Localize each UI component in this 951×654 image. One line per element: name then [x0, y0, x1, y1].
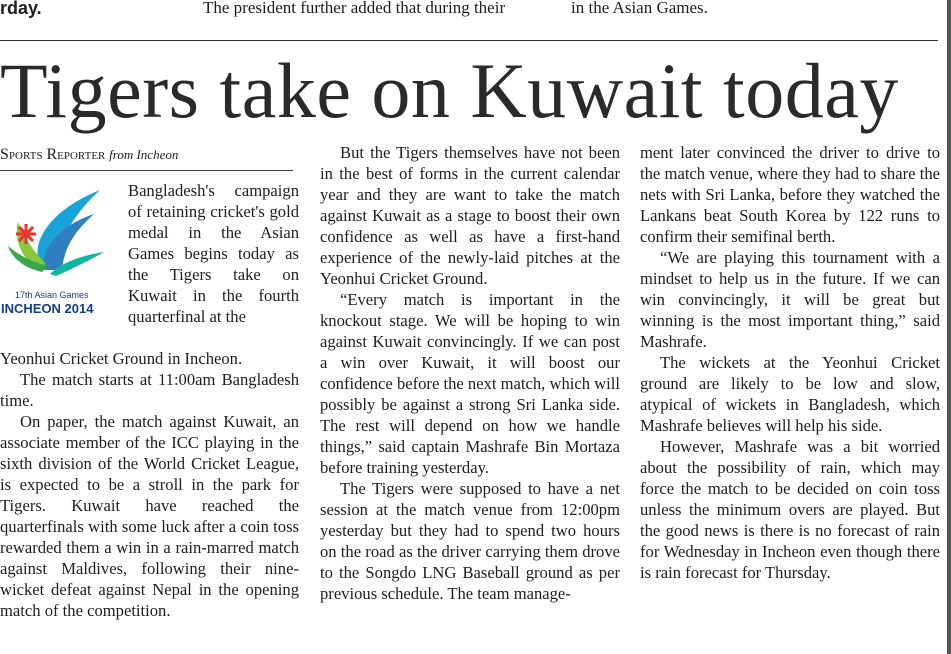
page-edge [947, 0, 951, 654]
paragraph-3: On paper, the match against Kuwait, an associate member of the ICC playing in the sixth division of the World Cricket League, is expected to be a stroll in the park for Tigers. Kuwait have reached the quarterfinals with some luck after a coin toss rewarded them a win in a rain-marred match against Maldives, following their nine-wicket defeat against Nepal in the opening match of the competition. [0, 412, 299, 620]
column-1 [0, 348, 299, 621]
paragraph-6: The Tigers were supposed to have a net session at the match venue from 12:00pm yesterday but they had to spend two hours on the road as the driver carrying them drove to the Songdo LNG Baseball ground as per previous schedule. The team manage- [320, 479, 620, 603]
byline-author: Sports Reporter [0, 146, 106, 163]
paragraph-4: But the Tigers themselves have not been in the best of forms in the current calendar year and they are want to take the match against Kuwait as a stage to boost their own confidence as well as have a first-hand experience of the newly-laid pitches at the Yeonhui Cricket Ground. [320, 143, 620, 288]
previous-story-fragment: rday. [0, 0, 42, 18]
column-1-wrap [128, 180, 299, 327]
paragraph-7: “We are playing this tournament with a mindset to help us in the future. If we can win convincingly, it will be great but winning is the most important thing,” said Mashrafe. [640, 248, 940, 351]
paragraph-6-continued: ment later convinced the driver to drive to the match venue, where they had to share the nets with Sri Lanka, before they watched the Lankans beat South Korea by 122 runs to confirm their semifinal berth. [640, 143, 940, 246]
column-2 [320, 142, 620, 604]
byline-divider [0, 170, 293, 171]
byline [0, 146, 178, 164]
paragraph-2: The match starts at 11:00am Bangladesh time. [0, 370, 299, 410]
logo-caption-event: 17th Asian Games [15, 290, 89, 300]
asian-games-emblem-icon [0, 182, 120, 290]
paragraph-1: Bangladesh's campaign of retaining cricket's gold medal in the Asian Games begins today as the Tigers take on Kuwait in the fourth quarterfinal at the [128, 181, 299, 326]
column-3 [640, 142, 940, 583]
adjacent-story-fragment-end: in the Asian Games. [571, 0, 708, 17]
paragraph-8: The wickets at the Yeonhui Cricket ground are likely to be low and slow, atypical of wickets in Bangladesh, which Mashrafe believes will help his side. [640, 353, 940, 435]
asian-games-logo [0, 182, 120, 322]
byline-location: from Incheon [109, 147, 179, 162]
headline: Tigers take on Kuwait today [0, 47, 899, 134]
adjacent-story-fragment: The president further added that during their [203, 0, 506, 17]
paragraph-1-continued: Yeonhui Cricket Ground in Incheon. [0, 349, 243, 368]
logo-caption-title: INCHEON 2014 [1, 301, 94, 316]
section-divider [0, 40, 938, 41]
paragraph-5: “Every match is important in the knockout stage. We will be hoping to win against Kuwait convincingly. If we can post a win over Kuwait, it will boost our confidence before the next match, which will possibly be against a strong Sri Lanka side. The rest will depend on how we handle things,” said captain Mashrafe Bin Mortaza before training yesterday. [320, 290, 620, 477]
paragraph-9: However, Mashrafe was a bit worried about the possibility of rain, which may force the match to be decided on coin toss unless the minimum overs are played. But the good news is there is no forecast of rain for Wednesday in Incheon even though there is rain forecast for Thursday. [640, 437, 940, 582]
